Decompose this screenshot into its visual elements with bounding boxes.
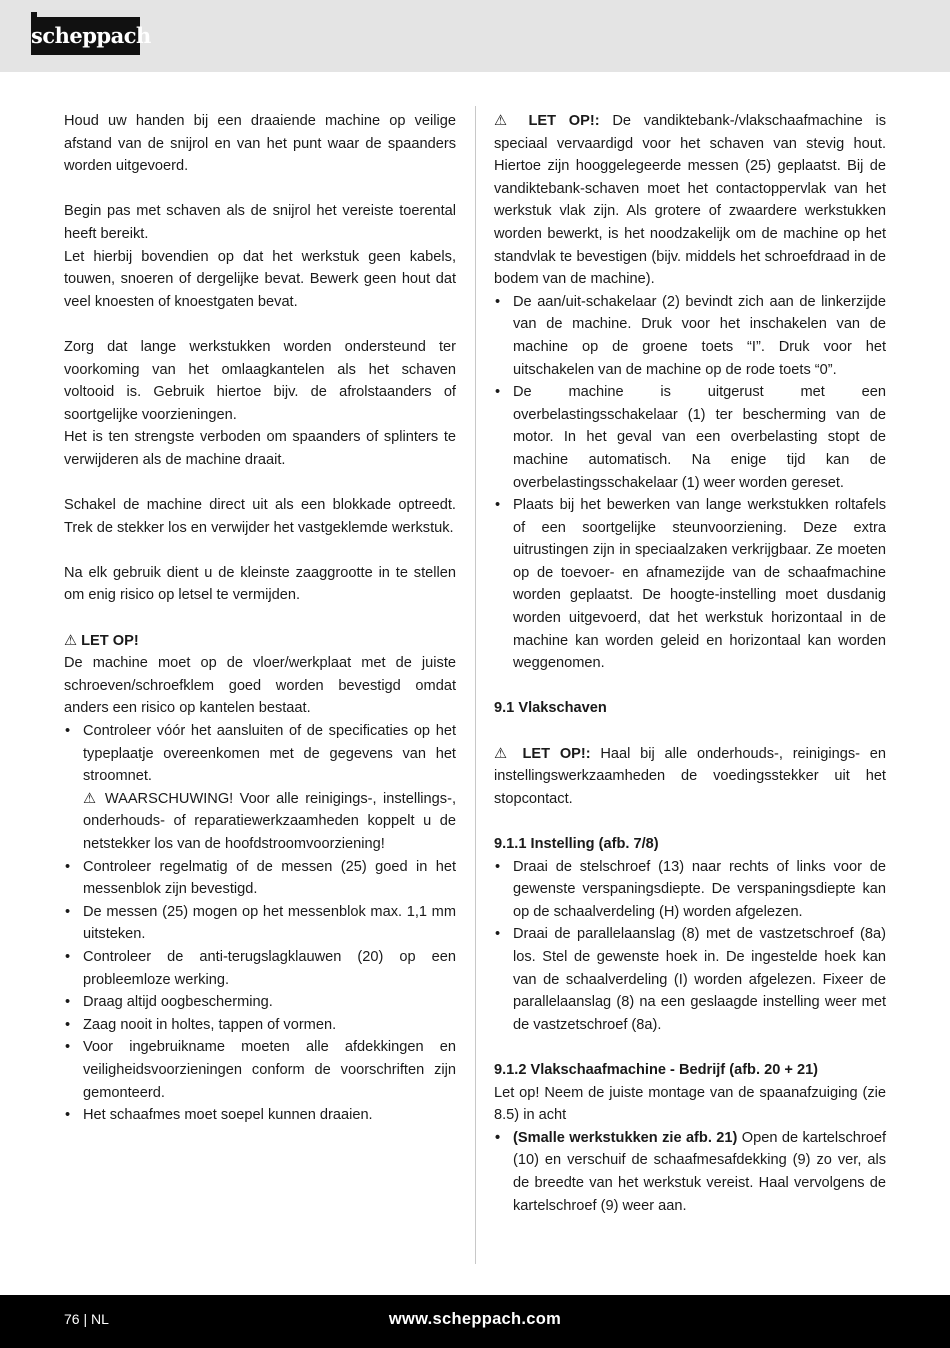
- warning-heading: ⚠ LET OP!: [64, 632, 139, 649]
- list-item: • Draai de parallelaanslag (8) met de vastzetschroef (8a) los. Stel de gewenste hoek in. De ingestelde hoek kan van de schaalverdeling (I) worden afgelezen. Fixeer de parallelaanslag (8) na een geslaagde instelling weer met de vastzetschroef (8a).: [494, 923, 886, 1036]
- list-item: • Zaag nooit in holtes, tappen of vormen.: [64, 1014, 456, 1037]
- section-heading: 9.1.1 Instelling (afb. 7/8): [494, 836, 659, 852]
- warning-label: ⚠ LET OP!:: [494, 745, 591, 762]
- list-item: • Voor ingebruikname moeten alle afdekkingen en veiligheidsvoorzieningen conform de voorschriften zijn gemonteerd.: [64, 1036, 456, 1104]
- list-item-text: Open de kartelschroef (10) en verschuif de schaafmesafdekking (9) zo ver, als de breedte van het werkstuk vereist. Haal vervolgens de kartelschroef (9) weer aan.: [513, 1129, 886, 1214]
- brand-logo: scheppach: [31, 17, 140, 55]
- list-item: • Controleer de anti-terugslagklauwen (20) op een probleemloze werking.: [64, 946, 456, 991]
- paragraph: Schakel de machine direct uit als een blokkade optreedt. Trek de stekker los en verwijder het vastgeklemde werkstuk.: [64, 497, 456, 536]
- paragraph: Let op! Neem de juiste montage van de spaanafzuiging (zie 8.5) in acht: [494, 1084, 886, 1124]
- warning-note: ⚠ WAARSCHUWING! Voor alle reinigings-, instellings-, onderhouds- of reparatiewerkzaamheden koppelt u de netstekker los van de hoofdstroomvoorziening!: [83, 790, 456, 852]
- list-item: • De messen (25) mogen op het messenblok max. 1,1 mm uitsteken.: [64, 901, 456, 946]
- left-column: [64, 110, 456, 1127]
- section-heading: 9.1.2 Vlakschaafmachine - Bedrijf (afb. 20 + 21): [494, 1061, 819, 1078]
- paragraph: Na elk gebruik dient u de kleinste zaaggrootte in te stellen om enig risico op letsel te vermijden.: [64, 564, 456, 604]
- list-item: • Plaats bij het bewerken van lange werkstukken roltafels of een soortgelijke steunvoorziening. Deze extra uitrustingen zijn in speciaalzaken verkrijgbaar. Ze moeten op de toevoer- en afnamezijde van de schaafmachine worden geplaatst. De hoogte-instelling moet dusdanig worden uitgevoerd, dat het werkstuk horizontaal in de machine kan worden geleid en horizontaal kan worden weggenomen.: [494, 494, 886, 675]
- page-header: [0, 0, 950, 72]
- section-heading: 9.1 Vlakschaven: [494, 700, 607, 717]
- list-item: • De machine is uitgerust met een overbelastingsschakelaar (1) ter bescherming van de motor. In het geval van een overbelasting stopt de machine automatisch. Na enige tijd kan de overbelastingsschakelaar (1) weer worden gereset.: [494, 381, 886, 494]
- list-item: • Draag altijd oogbescherming.: [64, 991, 456, 1014]
- safety-list: [64, 720, 456, 1127]
- list-item-bold: (Smalle werkstukken zie afb. 21): [513, 1129, 738, 1146]
- settings-list: [494, 856, 886, 1037]
- page-footer: [0, 1295, 950, 1348]
- column-divider: [475, 106, 476, 1264]
- list-item: • De aan/uit-schakelaar (2) bevindt zich aan de linkerzijde van de machine. Druk voor het inschakelen van de machine op de groene toets “I”. Druk voor het uitschakelen van de machine op de rode toets “0”.: [494, 291, 886, 381]
- paragraph: Begin pas met schaven als de snijrol het vereiste toerental heeft bereikt.: [64, 203, 456, 242]
- paragraph: [494, 110, 886, 291]
- machine-list: [494, 291, 886, 675]
- list-item: [494, 1127, 886, 1217]
- warning-text: Haal bij alle onderhouds-, reinigings- en instellingswerkzaamheden de voedingsstekker uit het stopcontact.: [494, 745, 887, 807]
- paragraph: Let hierbij bovendien op dat het werkstuk geen kabels, touwen, snoeren of dergelijke bevat. Bewerk geen hout dat veel knoesten of knoestgaten bevat.: [64, 248, 456, 310]
- list-item-text: Controleer vóór het aansluiten of de specificaties op het typeplaatje overeenkomen met de gegevens van het stroomnet.: [83, 723, 456, 785]
- list-item: • Draai de stelschroef (13) naar rechts of links voor de gewenste verspaningsdiepte. De verspaningsdiepte kan op de schaalverdeling (H) worden afgelezen.: [494, 856, 886, 924]
- list-item: • Controleer regelmatig of de messen (25) goed in het messenblok zijn bevestigd.: [64, 856, 456, 901]
- warning-label: ⚠ LET OP!:: [494, 113, 600, 129]
- list-item: [64, 720, 456, 856]
- page-number: 76 | NL: [64, 1311, 109, 1327]
- paragraph: Houd uw handen bij een draaiende machine op veilige afstand van de snijrol en van het punt waar de spaanders worden uitgevoerd.: [64, 113, 456, 175]
- paragraph: Het is ten strengste verboden om spaanders of splinters te verwijderen als de machine draait.: [64, 429, 456, 468]
- list-item: • Het schaafmes moet soepel kunnen draaien.: [64, 1104, 456, 1127]
- operation-list: [494, 1127, 886, 1217]
- paragraph: Zorg dat lange werkstukken worden ondersteund ter voorkoming van het omlaagkantelen als het schaven voltooid is. Gebruik hiertoe bijv. de afrolstaanders of soortgelijke voorzieningen.: [64, 338, 456, 423]
- website-link[interactable]: www.scheppach.com: [388, 1310, 562, 1328]
- warning-text: De vandiktebank-/vlakschaafmachine is speciaal vervaardigd voor het schaven van stevig hout. Hiertoe zijn hooggelegeerde messen (25) geplaatst. Bij de vandiktebank-schaven moet het contactoppervlak van het werkstuk vlak zijn. Als grotere of zwaardere werkstukken worden bewerkt, is het noodzakelijk om de machine op het standvlak te bevestigen (bijv. middels het schroefdraad in de bodem van de machine).: [494, 113, 886, 288]
- right-column: [494, 110, 886, 1217]
- paragraph: De machine moet op de vloer/werkplaat met de juiste schroeven/schroefklem goed worden bevestigd omdat anders een risico op kantelen bestaat.: [64, 655, 456, 717]
- paragraph: [494, 743, 886, 811]
